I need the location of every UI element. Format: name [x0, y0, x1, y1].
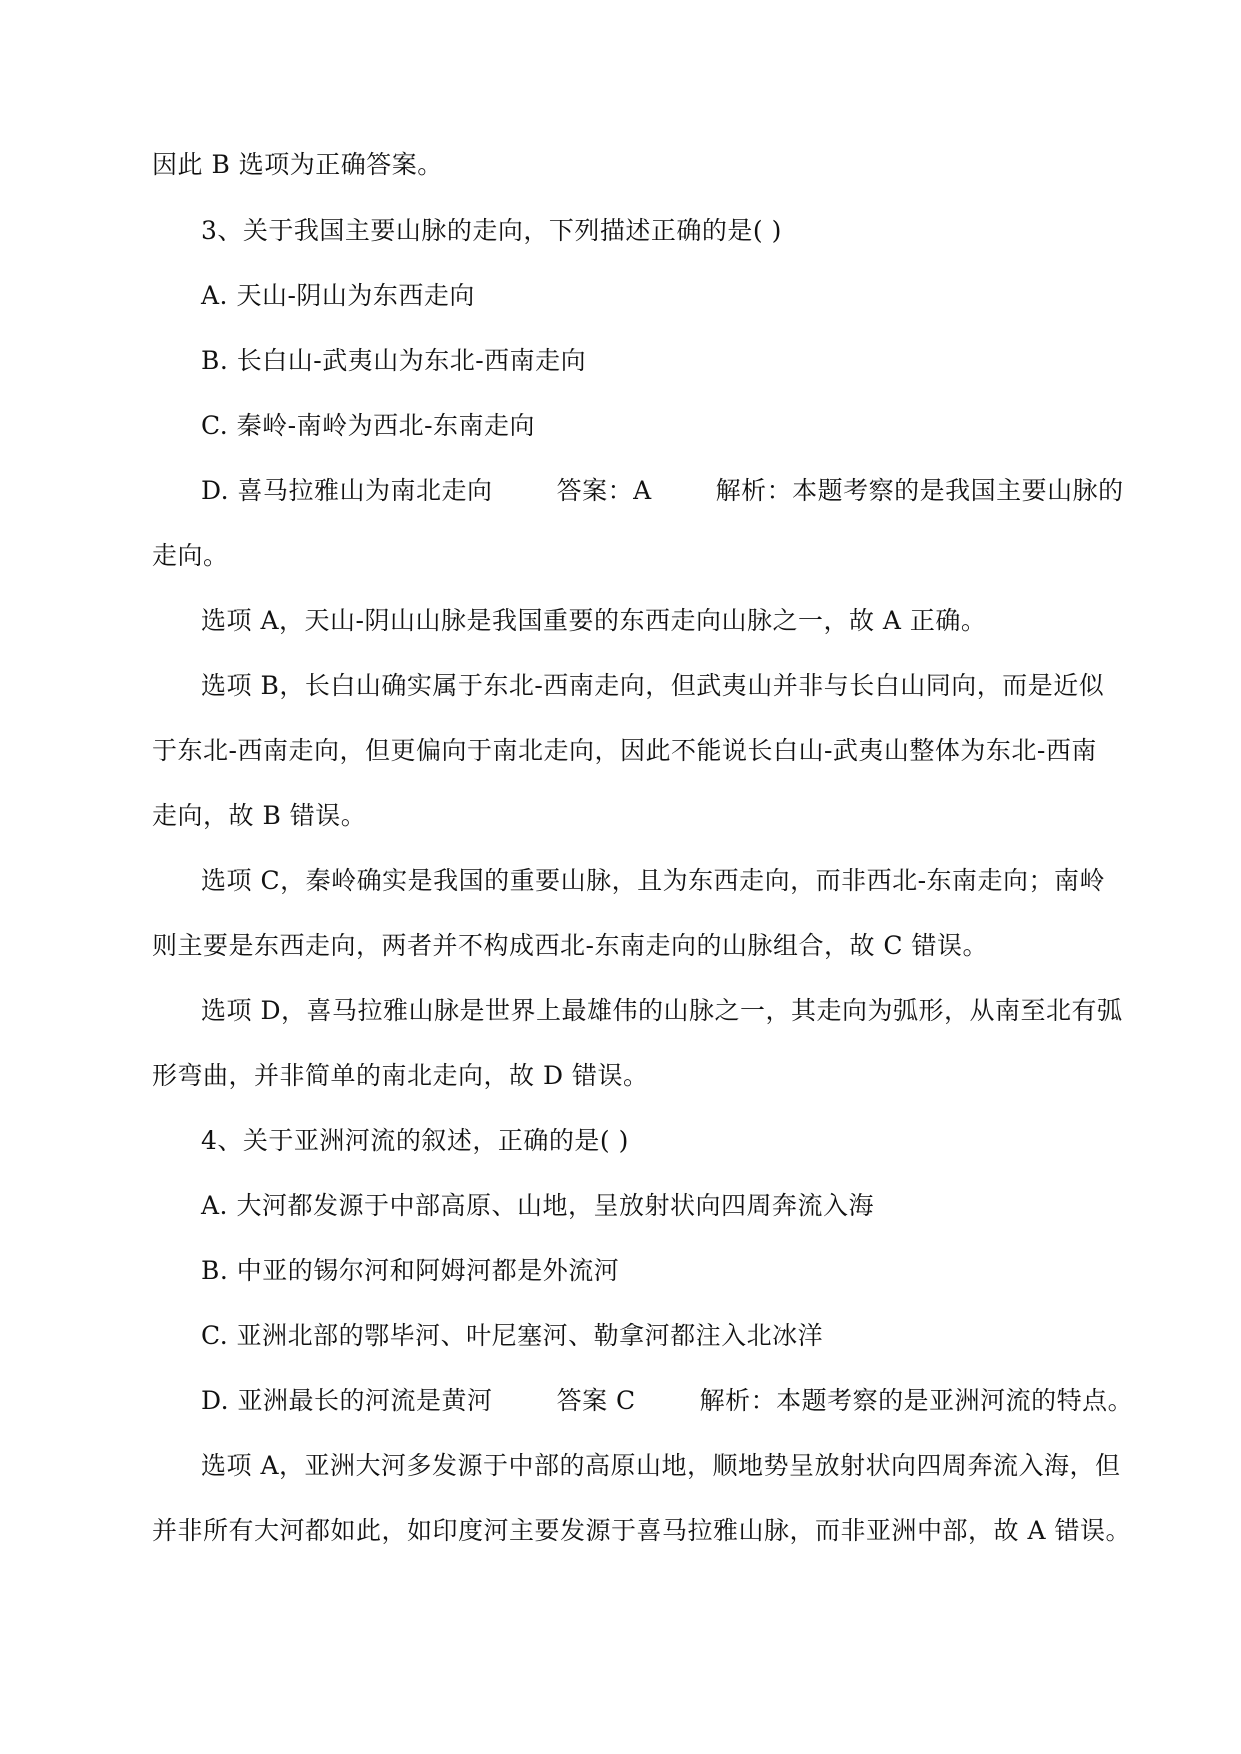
paragraph-line: 选项 D，喜马拉雅山脉是世界上最雄伟的山脉之一，其走向为弧形，从南至北有弧	[201, 996, 1123, 1025]
question-3-option-d: D. 喜马拉雅山为南北走向	[201, 476, 493, 505]
paragraph-line: 选项 A，亚洲大河多发源于中部的高原山地，顺地势呈放射状向四周奔流入海，但	[201, 1451, 1121, 1480]
question-3-stem: 3、关于我国主要山脉的走向，下列描述正确的是( )	[201, 216, 782, 245]
question-3-analysis: 解析：本题考察的是我国主要山脉的	[715, 476, 1124, 505]
question-4-option-c: C. 亚洲北部的鄂毕河、叶尼塞河、勒拿河都注入北冰洋	[201, 1321, 824, 1350]
paragraph-line: 并非所有大河都如此，如印度河主要发源于喜马拉雅山脉，而非亚洲中部，故 A 错误。	[152, 1516, 1131, 1545]
paragraph-line: 走向，故 B 错误。	[152, 801, 367, 830]
question-3-answer: 答案：A	[556, 476, 652, 505]
question-4-answer: 答案 C	[556, 1386, 636, 1415]
question-4-option-b: B. 中亚的锡尔河和阿姆河都是外流河	[201, 1256, 620, 1285]
question-3-option-d-row	[201, 476, 1124, 506]
question-4-analysis: 解析：本题考察的是亚洲河流的特点。	[699, 1386, 1134, 1415]
paragraph-line: 则主要是东西走向，两者并不构成西北-东南走向的山脉组合，故 C 错误。	[152, 931, 988, 960]
paragraph-line: 选项 B，长白山确实属于东北-西南走向，但武夷山并非与长白山同向，而是近似	[201, 671, 1105, 700]
paragraph-line: 因此 B 选项为正确答案。	[152, 150, 443, 179]
question-3-option-c: C. 秦岭-南岭为西北-东南走向	[201, 411, 536, 440]
question-4-stem: 4、关于亚洲河流的叙述，正确的是( )	[201, 1126, 629, 1155]
question-3-option-a: A. 天山-阴山为东西走向	[201, 281, 475, 310]
paragraph-line: 选项 C，秦岭确实是我国的重要山脉，且为东西走向，而非西北-东南走向；南岭	[201, 866, 1106, 895]
paragraph-line: 于东北-西南走向，但更偏向于南北走向，因此不能说长白山-武夷山整体为东北-西南	[152, 736, 1097, 765]
question-4-option-d: D. 亚洲最长的河流是黄河	[201, 1386, 493, 1415]
question-4-option-a: A. 大河都发源于中部高原、山地，呈放射状向四周奔流入海	[201, 1191, 874, 1220]
paragraph-line: 形弯曲，并非简单的南北走向，故 D 错误。	[152, 1061, 649, 1090]
question-4-option-d-row	[201, 1386, 1133, 1416]
question-3-option-b: B. 长白山-武夷山为东北-西南走向	[201, 346, 587, 375]
paragraph-line: 选项 A，天山-阴山山脉是我国重要的东西走向山脉之一，故 A 正确。	[201, 606, 987, 635]
paragraph-line: 走向。	[152, 541, 229, 570]
